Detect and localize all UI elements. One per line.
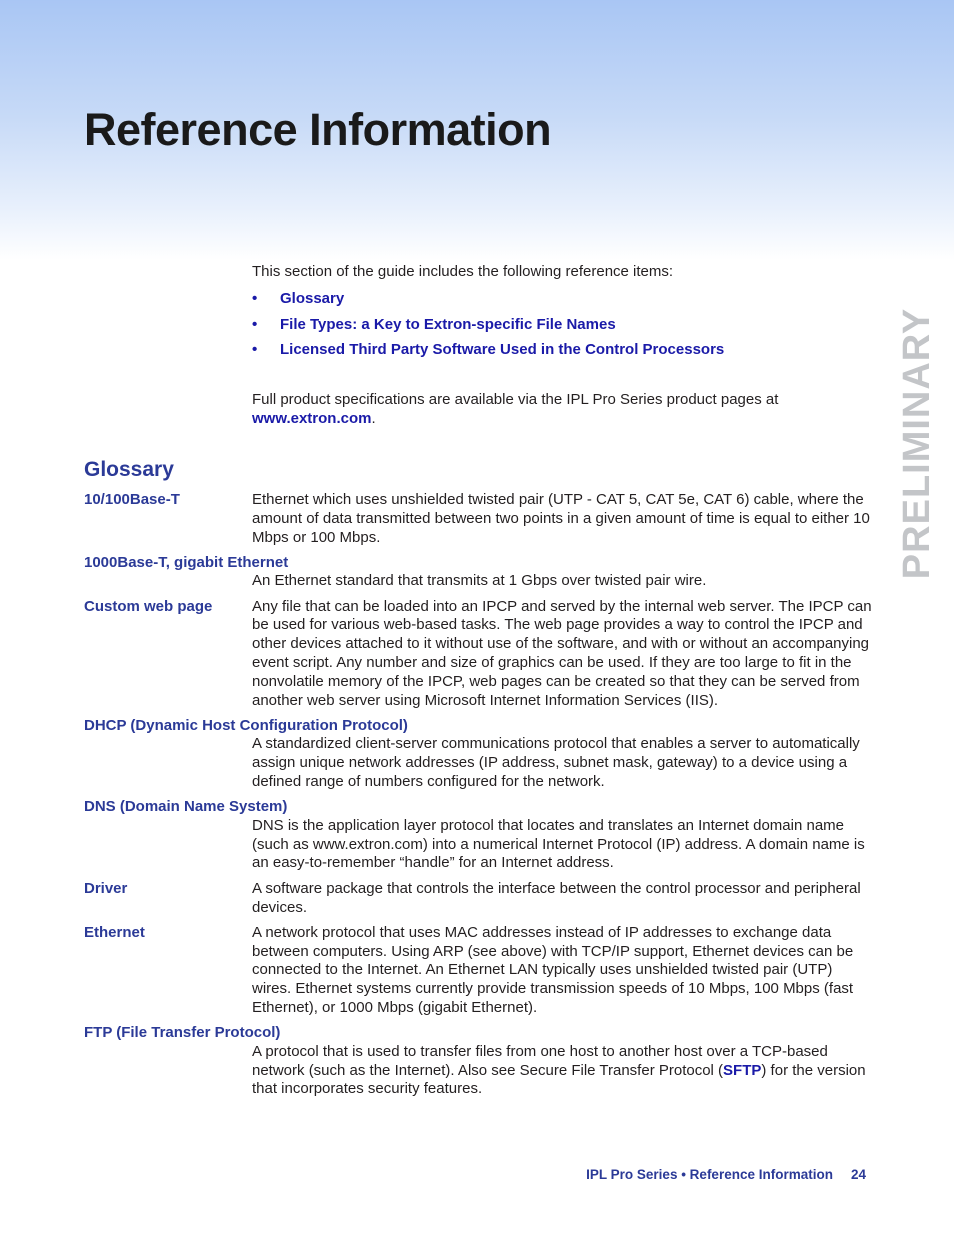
glossary-term: DHCP (Dynamic Host Configuration Protocol) [84,716,408,734]
extron-website-link[interactable]: www.extron.com [252,409,372,427]
glossary-term: DNS (Domain Name System) [84,798,288,816]
glossary-entry [84,924,874,1018]
glossary-term: Ethernet [84,923,145,941]
footer-text: IPL Pro Series • Reference Information [586,1167,833,1182]
intro-text: This section of the guide includes the following reference items: [252,263,674,280]
glossary-term: 1000Base-T, gigabit Ethernet [84,553,289,571]
intro-section [252,262,872,366]
glossary-definition: A network protocol that uses MAC addresses instead of IP addresses to exchange data between computers. Using ARP (see above) with TCP/IP support, Ethernet devices can be connected to the Internet. An Ethernet LAN typically uses unshielded twisted pair (UTP) wires. Ethernet systems currently provide transmission speeds of 10 Mbps, 100 Mbps (fast Ethernet), or 1000 Mbps (gigabit Ethernet). [252,923,854,1017]
glossary-entry [84,717,874,792]
preliminary-watermark [898,308,938,578]
glossary-heading: Glossary [84,458,174,481]
sftp-link[interactable]: SFTP [723,1061,762,1079]
bullet: • [252,290,258,307]
file-types-link[interactable]: File Types: a Key to Extron-specific File Names [280,315,616,333]
glossary-list [84,491,874,1106]
glossary-entry [84,880,874,918]
glossary-definition: Any file that can be loaded into an IPCP and served by the internal web server. The IPCP can be used for various web-based tasks. The web page provides a way to control the IPCP and other devices attached to it without use of the software, and with or without an accompanying event script. Any number and size of graphics can be used. If they are too large to fit in the nonvolatile memory of the IPCP, web pages can be created so that they can be served from another web server using Microsoft Internet Information Services (IIS). [252,597,872,709]
specifications-note [252,391,872,428]
glossary-entry [84,798,874,873]
glossary-term: Driver [84,879,128,897]
glossary-entry [84,554,874,591]
glossary-term: Custom web page [84,597,213,615]
glossary-term: 10/100Base-T [84,491,180,508]
glossary-entry [84,1024,874,1099]
glossary-entry [84,598,874,711]
glossary-definition: A standardized client-server communications protocol that enables a server to automatically assign unique network addresses (IP address, subnet mask, gateway) to a device using a defined range of numbers configured for the network. [252,735,860,791]
reference-item-glossary [252,289,872,315]
specifications-text: Full product specifications are available via the IPL Pro Series product pages at www.extron.com. [252,391,779,427]
reference-item-third-party [252,340,872,366]
page-title: Reference Information [84,104,552,155]
glossary-definition: An Ethernet standard that transmits at 1 Gbps over twisted pair wire. [252,572,707,590]
bullet: • [252,341,258,358]
reference-list [252,289,872,366]
glossary-link[interactable]: Glossary [280,290,345,307]
glossary-definition: Ethernet which uses unshielded twisted pair (UTP - CAT 5, CAT 5e, CAT 6) cable, where the amount of data transmitted between two points in a given amount of time is equal to either 10 Mbps or 100 Mbps. [252,491,870,546]
bullet: • [252,315,258,333]
glossary-definition: DNS is the application layer protocol that locates and translates an Internet domain name (such as www.extron.com) into a numerical Internet Protocol (IP) address. A domain name is an easy-to-remember “handle” for an Internet address. [252,816,865,872]
glossary-term: FTP (File Transfer Protocol) [84,1024,281,1042]
watermark-text: PRELIMINARY [896,307,939,579]
third-party-software-link[interactable]: Licensed Third Party Software Used in the Control Processors [280,341,725,358]
reference-item-file-types [252,315,872,341]
page-footer [586,1167,866,1182]
glossary-entry [84,491,874,547]
glossary-definition: A software package that controls the interface between the control processor and peripheral devices. [252,879,861,916]
glossary-definition: A protocol that is used to transfer files from one host to another host over a TCP-based network (such as the Internet). Also see Secure File Transfer Protocol (SFTP) for the version that incorporates security features. [252,1042,866,1098]
page-number: 24 [850,1167,866,1182]
